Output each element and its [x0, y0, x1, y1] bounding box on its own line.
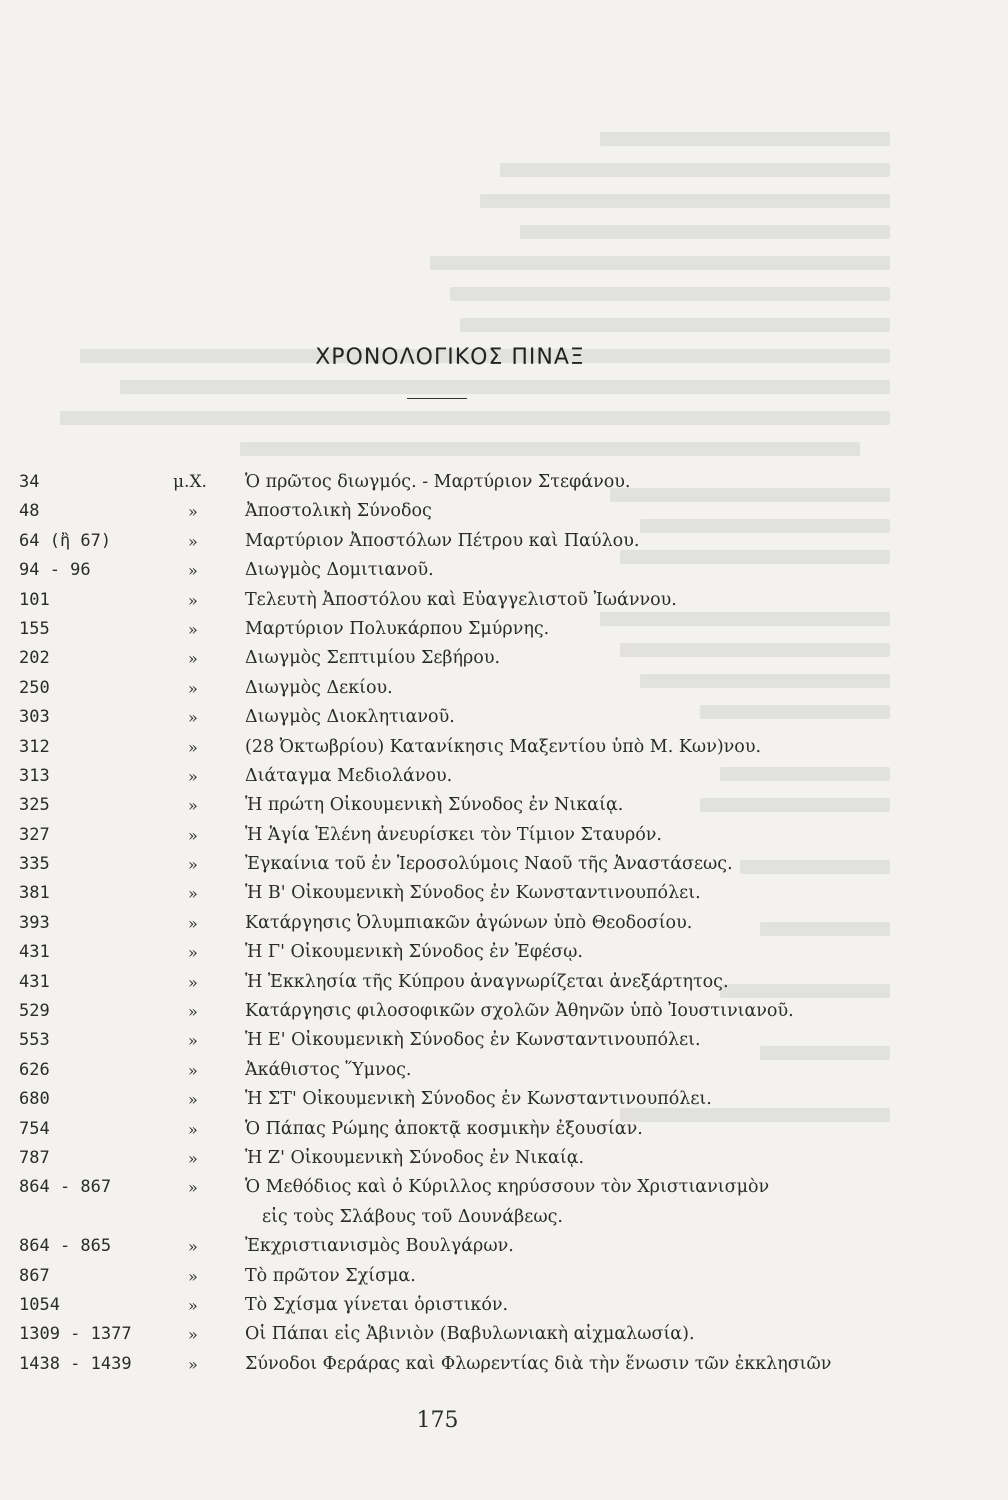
- entry-ditto-mark: »: [188, 1148, 198, 1168]
- title-underline: [407, 398, 467, 399]
- entry-year: 1309 - 1377: [19, 1324, 132, 1345]
- entry-ditto-mark: »: [188, 708, 198, 728]
- entry-event: Ὁ πρῶτος διωγμός. - Μαρτύριον Στεφάνου.: [245, 472, 631, 492]
- entry-year: 431: [19, 942, 50, 963]
- entry-year: 1438 - 1439: [19, 1353, 132, 1374]
- chronology-entry: [0, 1173, 1008, 1232]
- entry-year: 34: [19, 472, 40, 492]
- entry-event: Μαρτύριον Ἀποστόλων Πέτρου καὶ Παύλου.: [245, 530, 640, 551]
- chronology-entry: [0, 527, 1008, 556]
- chronology-entry: [0, 997, 1008, 1026]
- entry-ditto-mark: »: [188, 943, 198, 963]
- entry-ditto-mark: »: [188, 1266, 198, 1286]
- entry-ditto-mark: »: [188, 1119, 198, 1139]
- entry-ditto-mark: »: [188, 796, 198, 816]
- chronology-entry: [0, 850, 1008, 879]
- entry-event: Μαρτύριον Πολυκάρπου Σμύρνης.: [245, 618, 550, 639]
- chronology-entry: [0, 938, 1008, 967]
- entry-ditto-mark: »: [188, 1295, 198, 1315]
- entry-event: Τὸ Σχίσμα γίνεται ὁριστικόν.: [245, 1294, 509, 1315]
- entry-ditto-mark: »: [188, 1090, 198, 1110]
- entry-event: (28 Ὀκτωβρίου) Κατανίκησις Μαξεντίου ὑπὸ Μ. Κων)νου.: [245, 736, 762, 757]
- entry-year: 787: [19, 1147, 50, 1168]
- entry-ditto-mark: »: [188, 619, 198, 639]
- entry-event: Τὸ πρῶτον Σχίσμα.: [245, 1265, 416, 1286]
- entry-event: Κατάργησις Ὀλυμπιακῶν ἀγώνων ὑπὸ Θεοδοσίου.: [245, 912, 693, 933]
- entry-year: 101: [19, 589, 50, 610]
- entry-ditto-mark: »: [188, 502, 198, 522]
- chronology-entry: [0, 1115, 1008, 1144]
- entry-year: 202: [19, 648, 50, 669]
- chronology-entry: [0, 1320, 1008, 1349]
- chronology-entry: [0, 821, 1008, 850]
- chronology-entry: [0, 1350, 1008, 1379]
- chronology-entry: [0, 586, 1008, 615]
- chronology-entry: [0, 644, 1008, 673]
- entry-ditto-mark: »: [188, 737, 198, 757]
- entry-year: 864 - 865: [19, 1236, 112, 1257]
- entry-ditto-mark: »: [188, 825, 198, 845]
- entry-ditto-mark: »: [188, 561, 198, 581]
- entry-year: 312: [19, 736, 50, 757]
- entry-event: Ἡ Ε' Οἰκουμενικὴ Σύνοδος ἐν Κωνσταντινουπόλει.: [245, 1030, 701, 1051]
- chronology-entry: [0, 497, 1008, 526]
- entry-event: Τελευτὴ Ἀποστόλου καὶ Εὐαγγελιστοῦ Ἰωάννου.: [245, 589, 677, 610]
- entry-event: Διωγμὸς Δεκίου.: [245, 677, 393, 698]
- entry-ditto-mark: »: [188, 1060, 198, 1080]
- chronology-entry: [0, 1026, 1008, 1055]
- chronology-entry: [0, 1056, 1008, 1085]
- entry-event: Διάταγμα Μεδιολάνου.: [245, 765, 453, 786]
- entry-event: Ἡ πρώτη Οἰκουμενικὴ Σύνοδος ἐν Νικαίᾳ.: [245, 795, 624, 816]
- chronology-entry: [0, 615, 1008, 644]
- entry-ditto-mark: »: [188, 855, 198, 875]
- entry-ditto-mark: »: [188, 678, 198, 698]
- chronology-entry: [0, 879, 1008, 908]
- entry-year: 94 - 96: [19, 560, 91, 581]
- entry-ditto-mark: »: [188, 913, 198, 933]
- chronology-entry: [0, 674, 1008, 703]
- entry-event: Ἀκάθιστος Ὕμνος.: [245, 1059, 412, 1080]
- entry-ditto-mark: »: [188, 1031, 198, 1051]
- entry-year: 325: [19, 795, 50, 816]
- chronology-entry: [0, 1291, 1008, 1320]
- chronology-entry: [0, 1232, 1008, 1261]
- entry-year: 327: [19, 824, 50, 845]
- entry-event: Ἡ Ζ' Οἰκουμενικὴ Σύνοδος ἐν Νικαίᾳ.: [245, 1147, 585, 1168]
- chronology-entry: [0, 791, 1008, 820]
- chronology-entry: [0, 968, 1008, 997]
- entry-event: Ἐγκαίνια τοῦ ἐν Ἱεροσολύμοις Ναοῦ τῆς Ἀναστάσεως.: [245, 854, 733, 875]
- entry-event: Ἀποστολικὴ Σύνοδος: [245, 501, 432, 522]
- entry-event: Διωγμὸς Σεπτιμίου Σεβήρου.: [245, 648, 501, 669]
- entry-event: Κατάργησις φιλοσοφικῶν σχολῶν Ἀθηνῶν ὑπὸ Ἰουστινιανοῦ.: [245, 1001, 794, 1022]
- entry-event: Ἡ Ἁγία Ἑλένη ἀνευρίσκει τὸν Τίμιον Σταυρόν.: [245, 824, 662, 845]
- chronology-entry: [0, 1085, 1008, 1114]
- entry-event: Σύνοδοι Φεράρας καὶ Φλωρεντίας διὰ τὴν ἕνωσιν τῶν ἐκκλησιῶν: [245, 1353, 832, 1374]
- entry-event: Οἱ Πάπαι εἰς Ἀβινιὸν (Βαβυλωνιακὴ αἰχμαλωσία).: [245, 1324, 695, 1345]
- entry-year: 754: [19, 1118, 50, 1139]
- entry-year: 313: [19, 765, 50, 786]
- entry-event: Ἡ Ἐκκλησία τῆς Κύπρου ἀναγνωρίζεται ἀνεξάρτητος.: [245, 971, 729, 992]
- entry-ditto-mark: »: [188, 1354, 198, 1374]
- entry-year: 393: [19, 912, 50, 933]
- chronology-entry: [0, 556, 1008, 585]
- entry-event: [245, 1173, 875, 1232]
- entry-year: 864 - 867: [19, 1177, 112, 1198]
- entry-ditto-mark: »: [188, 649, 198, 669]
- chronology-entry: [0, 762, 1008, 791]
- entry-event: Ἡ ΣΤ' Οἰκουμενικὴ Σύνοδος ἐν Κωνσταντινουπόλει.: [245, 1089, 712, 1110]
- chronology-entry: [0, 733, 1008, 762]
- entry-year: 381: [19, 883, 50, 904]
- entry-event: Διωγμὸς Διοκλητιανοῦ.: [245, 707, 455, 728]
- chronology-entry: [0, 703, 1008, 732]
- entry-ditto-mark: »: [188, 531, 198, 551]
- entry-ditto-mark: »: [188, 1237, 198, 1257]
- chronology-entry: [0, 1262, 1008, 1291]
- entry-event: Ἡ Γ' Οἰκουμενικὴ Σύνοδος ἐν Ἐφέσῳ.: [245, 942, 583, 963]
- entry-ditto-mark: »: [188, 766, 198, 786]
- entry-event-continuation: εἰς τοὺς Σλάβους τοῦ Δουνάβεως.: [262, 1206, 563, 1227]
- entry-ditto-mark: »: [188, 590, 198, 610]
- entry-year: 335: [19, 854, 50, 875]
- chronology-entry: [0, 1144, 1008, 1173]
- entry-ditto-mark: »: [188, 972, 198, 992]
- entry-era-mark: μ.Χ.: [173, 472, 207, 492]
- page-number: 175: [416, 1408, 459, 1433]
- page-title: ΧΡΟΝΟΛΟΓΙΚΟΣ ΠΙΝΑΞ: [315, 345, 585, 370]
- entry-year: 250: [19, 677, 50, 698]
- entry-year: 867: [19, 1265, 50, 1286]
- entry-year: 303: [19, 707, 50, 728]
- entry-ditto-mark: »: [188, 1178, 198, 1198]
- chronology-entry: [0, 909, 1008, 938]
- entry-year: 680: [19, 1089, 50, 1110]
- entry-year: 529: [19, 1001, 50, 1022]
- entry-year: 1054: [19, 1294, 60, 1315]
- entry-ditto-mark: »: [188, 1325, 198, 1345]
- entry-year: 626: [19, 1059, 50, 1080]
- entry-event: Ὁ Πάπας Ρώμης ἀποκτᾷ κοσμικὴν ἐξουσίαν.: [245, 1118, 643, 1139]
- entry-ditto-mark: »: [188, 1002, 198, 1022]
- entry-year: 431: [19, 971, 50, 992]
- entry-event: Διωγμὸς Δομιτιανοῦ.: [245, 560, 434, 581]
- entry-event: Ἐκχριστιανισμὸς Βουλγάρων.: [245, 1236, 514, 1257]
- entry-event-line: Ὁ Μεθόδιος καὶ ὁ Κύριλλος κηρύσσουν τὸν Χριστιανισμὸν: [245, 1177, 770, 1198]
- chronology-entry: [0, 468, 1008, 497]
- entry-year: 48: [19, 501, 40, 522]
- entry-year: 553: [19, 1030, 50, 1051]
- entry-year: 155: [19, 618, 50, 639]
- chronology-list: [0, 468, 1008, 1379]
- entry-year: 64 (ἢ 67): [19, 530, 112, 551]
- entry-ditto-mark: »: [188, 884, 198, 904]
- entry-event: Ἡ Β' Οἰκουμενικὴ Σύνοδος ἐν Κωνσταντινουπόλει.: [245, 883, 701, 904]
